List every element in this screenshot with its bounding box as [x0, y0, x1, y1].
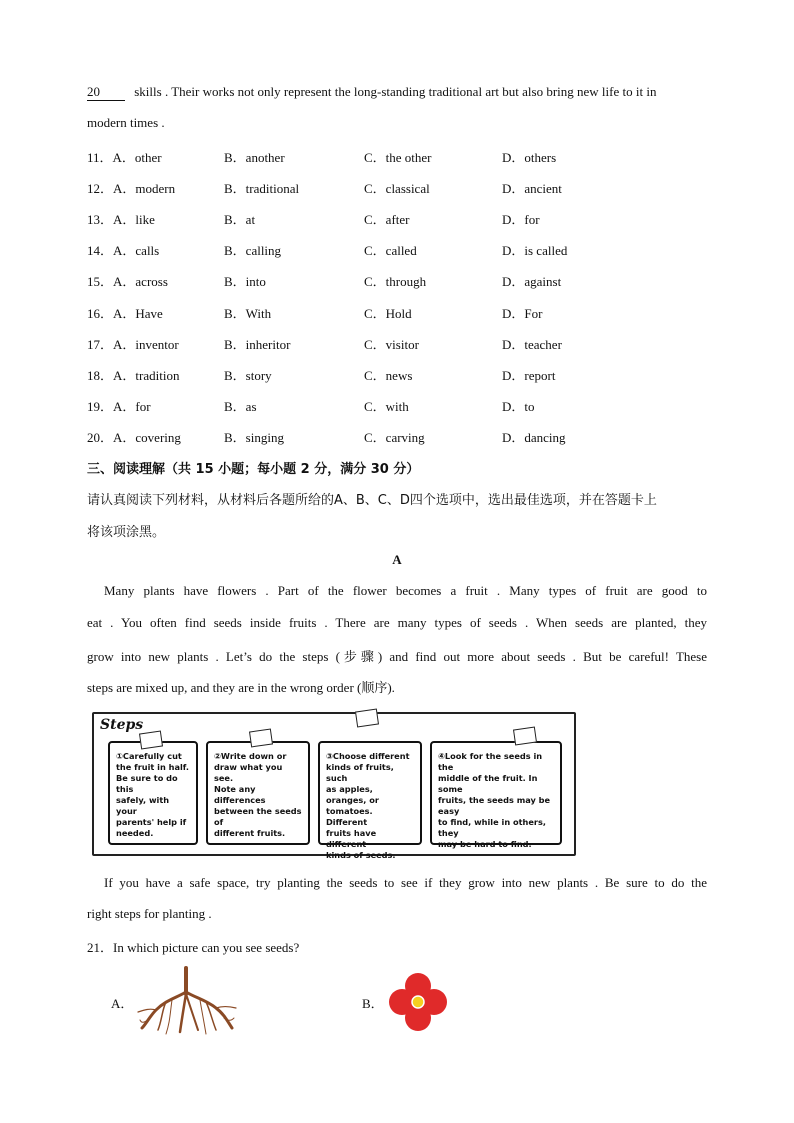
question-row [87, 147, 707, 165]
question-row [87, 334, 707, 352]
flower-icon[interactable] [388, 972, 448, 1032]
option-a[interactable] [87, 427, 181, 446]
question-row [87, 209, 707, 227]
option-a-text: A．modern [113, 181, 176, 197]
option-c[interactable]: C．Hold [364, 305, 412, 321]
question-number: 13． [87, 212, 114, 228]
question-row [87, 365, 707, 383]
instruction-line1: 请认真阅读下列材料，从材料后各题所给的A、B、C、D四个选项中，选出最佳选项，并在答题卡上 [87, 493, 657, 508]
option-a-text: A．calls [113, 243, 160, 259]
option-d[interactable]: D．is called [502, 243, 568, 259]
option-a[interactable] [87, 334, 179, 353]
option-a[interactable] [87, 209, 155, 228]
passage-line: steps are mixed up, and they are in the wrong order (顺序). [87, 680, 395, 695]
option-a-text: A．across [113, 274, 168, 290]
section-heading: 三、阅读理解（共 15 小题；每小题 2 分，满分 30 分） [87, 462, 420, 477]
option-b[interactable]: B．at [224, 212, 256, 228]
instruction-line2: 将该项涂黑。 [87, 525, 166, 540]
option-c[interactable]: C．called [364, 243, 417, 259]
option-c[interactable]: C．the other [364, 150, 432, 165]
question-row [87, 271, 707, 289]
option-a-text: A．like [113, 212, 155, 228]
blank-20: 20 [87, 84, 125, 101]
question-row [87, 427, 707, 445]
option-b[interactable]: B．inheritor [224, 336, 291, 352]
question-21-stem: 21．In which picture can you see seeds? [87, 940, 300, 955]
step-card-1: ①Carefully cut the fruit in half. Be sure to do this safely, with your parents' help if needed. [108, 741, 198, 845]
option-c[interactable]: C．news [364, 367, 413, 383]
option-b-label[interactable]: B． [362, 996, 384, 1011]
tape-icon [513, 727, 537, 746]
passage-label: A [392, 552, 402, 567]
question-number: 16． [87, 305, 114, 321]
question-number: 11． [87, 150, 113, 165]
option-d[interactable]: D．For [502, 305, 543, 321]
option-a[interactable] [87, 303, 163, 322]
tape-icon [249, 729, 273, 748]
question-number: 19． [87, 398, 114, 414]
option-b[interactable]: B．With [224, 305, 272, 321]
option-c[interactable]: C．with [364, 398, 409, 414]
passage-line: grow into new plants . Let’s do the steps (步骤) and find out more about seeds . But be careful! These [87, 649, 707, 664]
option-a[interactable] [87, 240, 159, 259]
question-row [87, 303, 707, 321]
passage-line: Many plants have flowers . Part of the flower becomes a fruit . Many types of fruit are good to [104, 583, 707, 598]
option-d[interactable]: D．others [502, 150, 557, 165]
option-d[interactable]: D．ancient [502, 181, 562, 197]
question-number: 18． [87, 367, 114, 383]
option-d[interactable]: D．report [502, 367, 556, 383]
option-a-text: A．other [112, 150, 162, 165]
option-b[interactable]: B．singing [224, 429, 284, 445]
option-a[interactable] [87, 365, 179, 384]
question-number: 12． [87, 181, 114, 197]
option-a-text: A．for [113, 398, 151, 414]
question-number: 20． [87, 429, 114, 445]
question-number: 15． [87, 274, 114, 290]
option-a-text: A．Have [113, 305, 163, 321]
option-b[interactable]: B．calling [224, 243, 282, 259]
question-row [87, 396, 707, 414]
option-a[interactable] [87, 396, 151, 415]
option-d[interactable]: D．dancing [502, 429, 566, 445]
option-a[interactable] [87, 147, 162, 166]
option-a-label[interactable]: A． [111, 996, 134, 1011]
option-c[interactable]: C．carving [364, 429, 425, 445]
question-row [87, 240, 707, 258]
option-a[interactable] [87, 271, 168, 290]
option-c[interactable]: C．through [364, 274, 427, 290]
passage-tail-text: skills . Their works not only represent the long-standing traditional art but also bring new life to it in [134, 84, 657, 99]
passage-after-line: If you have a safe space, try planting the seeds to see if they grow into new plants . Be sure to do the [104, 875, 707, 890]
option-d[interactable]: D．against [502, 274, 562, 290]
option-b[interactable]: B．story [224, 367, 272, 383]
steps-figure [92, 712, 576, 860]
option-a[interactable] [87, 178, 175, 197]
option-c[interactable]: C．classical [364, 181, 430, 197]
step-card-4: ④Look for the seeds in the middle of the fruit. In some fruits, the seeds may be easy to find, while in others, they may be hard to find. [430, 741, 562, 845]
option-c[interactable]: C．after [364, 212, 410, 228]
option-b[interactable]: B．into [224, 274, 266, 290]
option-d[interactable]: D．for [502, 212, 540, 228]
option-a-text: A．inventor [113, 336, 179, 352]
passage-after-line: right steps for planting . [87, 906, 212, 921]
step-card-3: ③Choose different kinds of fruits, such as apples, oranges, or tomatoes. Different fruits have different kinds of seeds. [318, 741, 422, 845]
question-row [87, 178, 707, 196]
option-a-text: A．covering [113, 429, 181, 445]
option-d[interactable]: D．teacher [502, 336, 562, 352]
option-b[interactable]: B．another [224, 150, 285, 165]
passage-line: eat . You often find seeds inside fruits . There are many types of seeds . When seeds are planted, they [87, 615, 707, 630]
step-card-2: ②Write down or draw what you see. Note any differences between the seeds of different fruits. [206, 741, 310, 845]
roots-icon[interactable] [136, 966, 238, 1036]
tape-icon [355, 709, 379, 728]
passage-tail-line1 [87, 84, 656, 101]
option-a-text: A．tradition [113, 367, 180, 383]
question-number: 14． [87, 243, 114, 259]
question-number: 17． [87, 336, 114, 352]
option-b[interactable]: B．traditional [224, 181, 300, 197]
option-b[interactable]: B．as [224, 398, 257, 414]
steps-title: Steps [100, 717, 144, 733]
passage-tail-line2: modern times . [87, 115, 165, 130]
tape-icon [139, 731, 163, 750]
option-d[interactable]: D．to [502, 398, 535, 414]
option-c[interactable]: C．visitor [364, 336, 419, 352]
